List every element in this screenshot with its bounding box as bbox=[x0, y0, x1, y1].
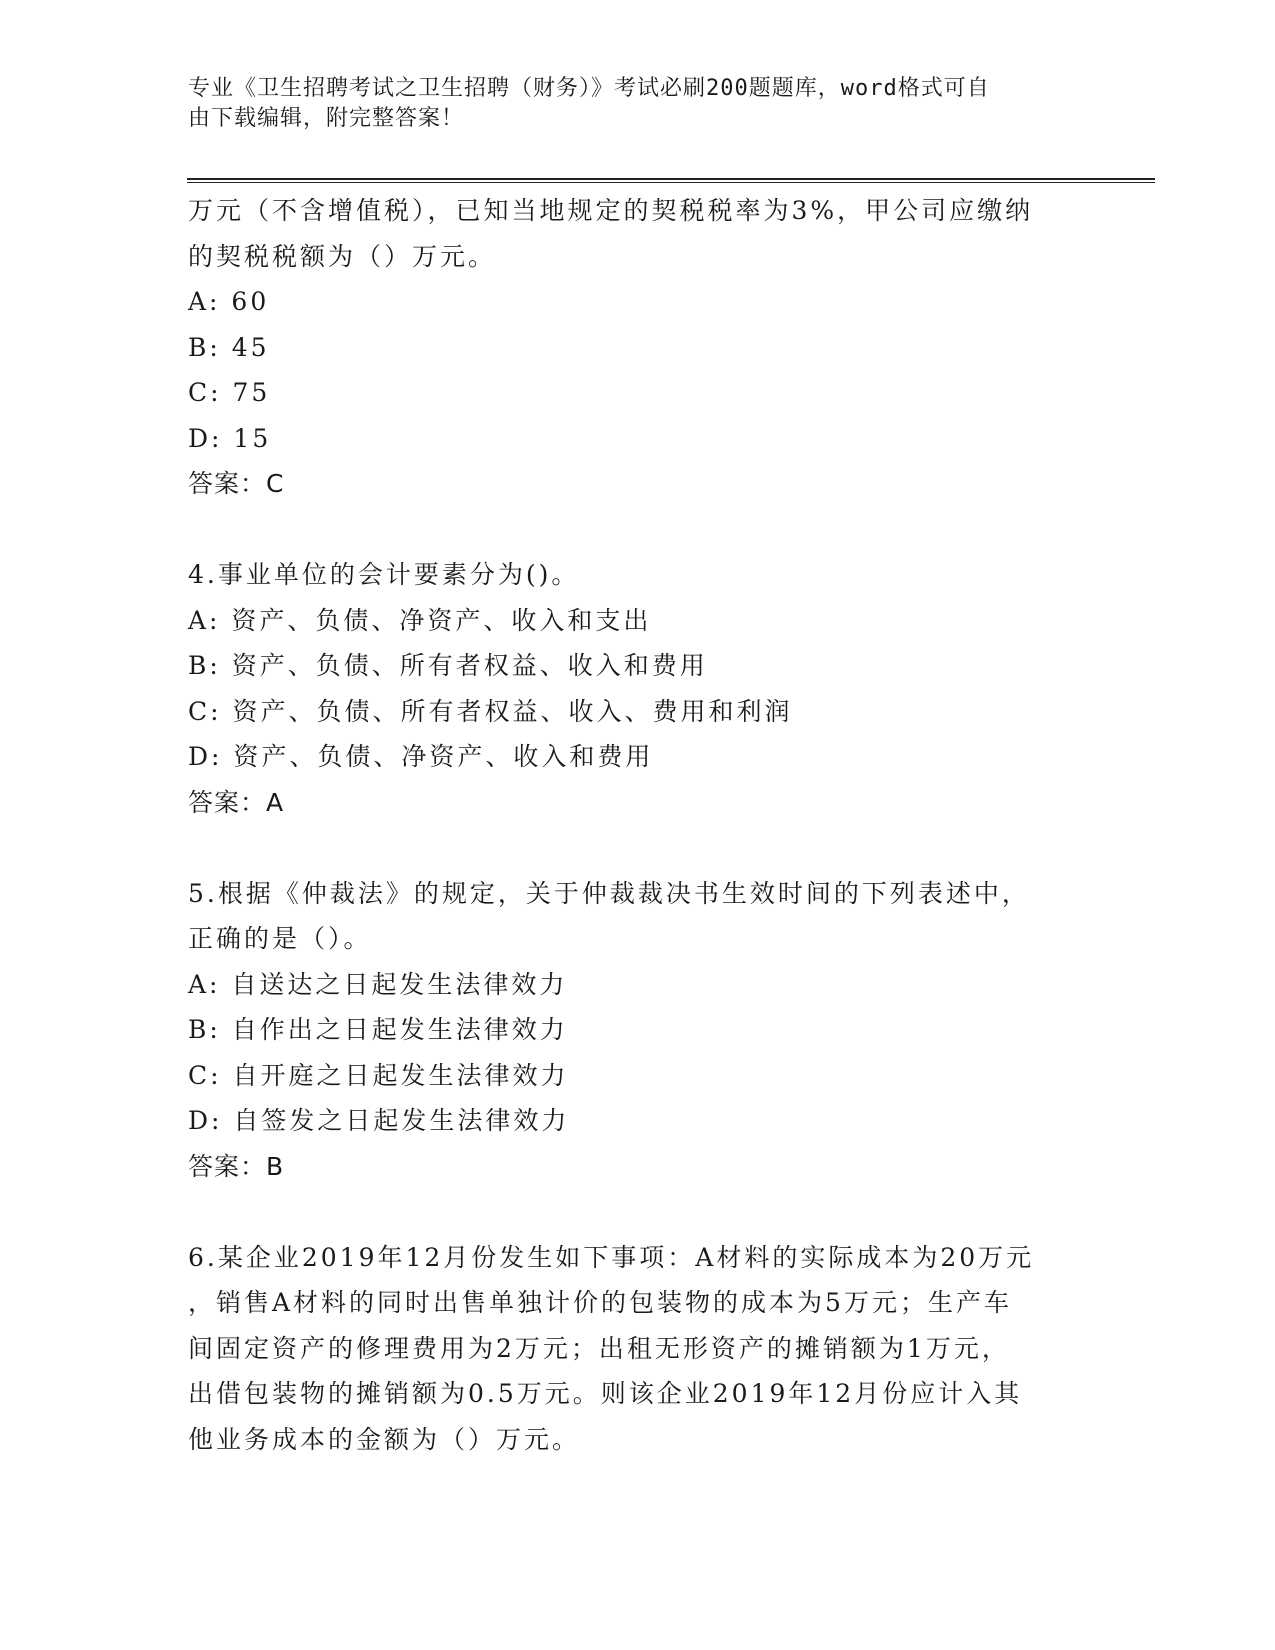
option-b: B: 资产、负债、所有者权益、收入和费用 bbox=[188, 651, 708, 680]
header-line: 由下载编辑，附完整答案！ bbox=[188, 106, 465, 131]
question-4 bbox=[188, 552, 1068, 825]
option-a: A: 资产、负债、净资产、收入和支出 bbox=[188, 605, 652, 635]
header-line: 专业《卫生招聘考试之卫生招聘（财务）》考试必刷200题题库，word格式可自 bbox=[188, 76, 990, 101]
question-list bbox=[188, 188, 1068, 1462]
option-d: D: 自签发之日起发生法律效力 bbox=[188, 1106, 570, 1135]
question-5 bbox=[188, 871, 1068, 1190]
option-c: C: 75 bbox=[188, 378, 271, 407]
document-header bbox=[188, 74, 1068, 134]
option-b: B: 45 bbox=[188, 332, 270, 362]
question-stem: 6.某企业2019年12月份发生如下事项：A材料的实际成本为20万元 bbox=[188, 1242, 1035, 1272]
question-3 bbox=[188, 188, 1068, 507]
question-stem: 间固定资产的修理费用为2万元；出租无形资产的摊销额为1万元， bbox=[188, 1333, 1010, 1363]
header-divider bbox=[187, 178, 1155, 183]
spacer bbox=[188, 507, 1068, 553]
question-stem: 4.事业单位的会计要素分为()。 bbox=[188, 560, 580, 589]
option-d: D: 15 bbox=[188, 423, 272, 453]
question-stem: 正确的是（）。 bbox=[188, 924, 372, 953]
question-stem: 的契税税额为（）万元。 bbox=[188, 241, 497, 271]
answer-line: 答案：C bbox=[188, 469, 285, 498]
question-stem: 出借包装物的摊销额为0.5万元。则该企业2019年12月份应计入其 bbox=[188, 1379, 1023, 1408]
option-a: A: 自送达之日起发生法律效力 bbox=[188, 969, 568, 999]
answer-line: 答案：A bbox=[188, 787, 285, 817]
spacer bbox=[188, 825, 1068, 871]
option-b: B: 自作出之日起发生法律效力 bbox=[188, 1015, 568, 1044]
option-a: A: 60 bbox=[188, 287, 270, 316]
question-stem: 万元（不含增值税），已知当地规定的契税税率为3%，甲公司应缴纳 bbox=[188, 196, 1034, 225]
answer-line: 答案：B bbox=[188, 1151, 285, 1181]
spacer bbox=[188, 1189, 1068, 1235]
option-c: C: 自开庭之日起发生法律效力 bbox=[188, 1060, 569, 1090]
question-stem: 他业务成本的金额为（）万元。 bbox=[188, 1424, 581, 1454]
question-stem: 5.根据《仲裁法》的规定，关于仲裁裁决书生效时间的下列表述中， bbox=[188, 878, 1030, 908]
option-d: D: 资产、负债、净资产、收入和费用 bbox=[188, 742, 654, 771]
question-stem: ，销售A材料的同时出售单独计价的包装物的成本为5万元；生产车 bbox=[188, 1288, 1012, 1317]
option-c: C: 资产、负债、所有者权益、收入、费用和利润 bbox=[188, 696, 793, 726]
question-6 bbox=[188, 1235, 1068, 1463]
